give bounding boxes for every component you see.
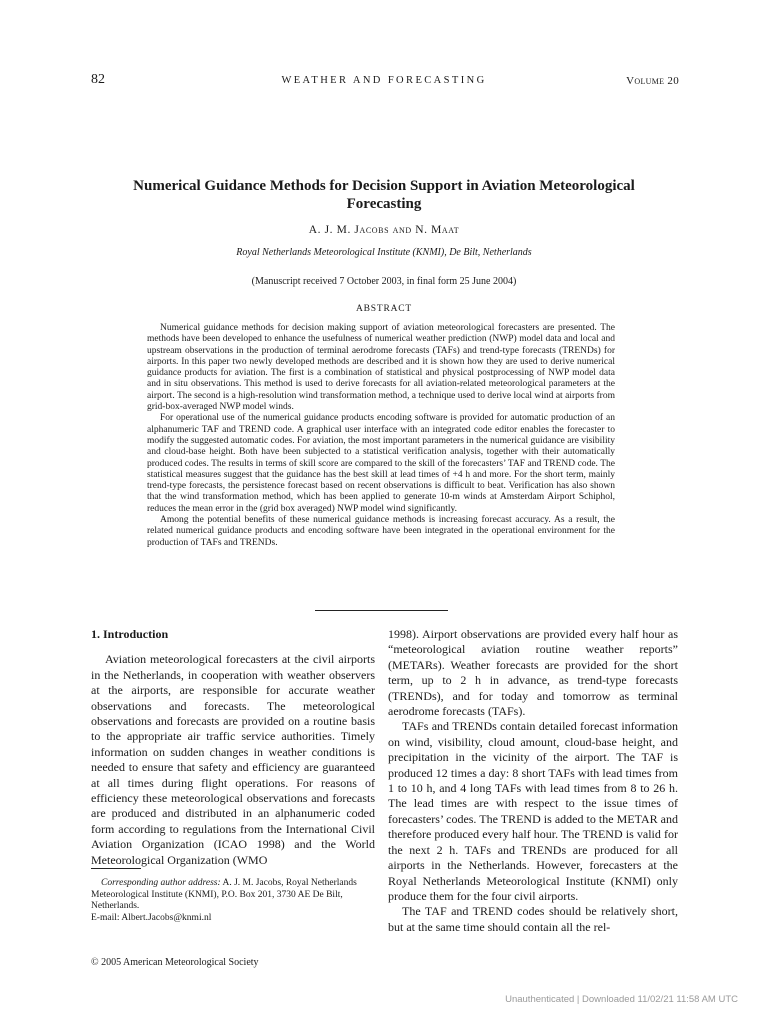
paper-title: Numerical Guidance Methods for Decision Support in Aviation Meteorological Forecasting [133, 178, 635, 212]
footnote-email: E-mail: Albert.Jacobs@knmi.nl [91, 912, 212, 923]
abstract-heading: ABSTRACT [355, 304, 413, 314]
author-list [0, 224, 768, 236]
body-paragraph: The TAF and TREND codes should be relatively short, but at the same time should contain all the rel- [388, 904, 678, 934]
abstract-body [147, 323, 615, 549]
abstract-paragraph: Among the potential benefits of these numerical guidance methods is increasing forecast accuracy. As a result, the related numerical guidance products and encoding software have been integrated in the operational environment for the production of TAFs and TRENDs. [147, 515, 615, 548]
journal-name: WEATHER AND FORECASTING [281, 75, 487, 86]
footnote-text: A. J. M. Jacobs, Royal Netherlands Meteorological Institute (KNMI), P.O. Box 201, 3730 AE De Bilt, Netherlands. [91, 878, 357, 911]
download-notice: Unauthenticated | Downloaded 11/02/21 11:58 AM UTC [505, 994, 738, 1005]
footnote-label: Corresponding author address: [101, 878, 221, 888]
section-heading: 1. Introduction [91, 627, 169, 641]
right-column [388, 627, 678, 935]
manuscript-dates: (Manuscript received 7 October 2003, in final form 25 June 2004) [251, 276, 517, 287]
body-paragraph: TAFs and TRENDs contain detailed forecast information on wind, visibility, cloud amount, cloud-base height, and precipitation in the vicinity of the airport. The TAF is produced 12 times a day: 8 short TAFs with lead times from 1 to 10 h, and 4 long TAFs with lead times from 8 to 26 h. The lead times are with respect to the issue times of forecasters’ codes. The TREND is added to the METAR and therefore produced every half hour. The TREND is valid for the next 2 h. TAFs and TRENDs are produced for all airports in the Netherlands. However, forecasters at the Royal Netherlands Meteorological Institute (KNMI) only produce them for the four civil airports. [388, 719, 678, 903]
body-paragraph: 1998). Airport observations are provided every half hour as “meteorological aviation routine weather reports” (METARs). Weather forecasts are provided for the short term, up to 2 h in advance, as trend-type forecasts (TRENDs), and for today and tomorrow as terminal aerodrome forecasts (TAFs). [388, 627, 678, 719]
abstract-paragraph: For operational use of the numerical guidance products encoding software is provided for automatic production of an alphanumeric TAF and TREND code. A graphical user interface with an integrated code editor enables the forecaster to modify the suggested automatic codes. For aviation, the most important parameters in the numerical guidance are visibility and cloud-base height. Both have been subjected to a statistical verification analysis, together with their automatically produced codes. The results in terms of skill score are compared to the skill of the forecasters’ TAF and TREND code. The statistical measures suggest that the guidance has the best skill at lead times of +4 h and more. For the short term, mainly trend-type forecasts, the persistence forecast based on recent observations is difficult to beat. Verification has also shown that the wind transformation method, which has been applied to generate 10-m winds at Amsterdam Airport Schiphol, reduces the mean error in the (grid box averaged) NWP model wind significantly. [147, 413, 615, 514]
affiliation: Royal Netherlands Meteorological Institute (KNMI), De Bilt, Netherlands [236, 247, 532, 258]
left-column [91, 627, 375, 868]
body-paragraph: Aviation meteorological forecasters at the civil airports in the Netherlands, in cooperation with weather observers at the airports, are responsible for accurate weather observations and forecasts. The meteorological observations and forecasts are provided on a routine basis to the appropriate air traffic service authorities. Timely information on sudden changes in weather conditions is needed to ensure that safety and efficiency are guaranteed at all times during flight operations. For reasons of efficiency these meteorological observations and forecasts are produced and distributed in an alphanumeric coded form according to regulations from the International Civil Aviation Organization (ICAO 1998) and the World Meteorological Organization (WMO [91, 652, 375, 867]
abstract-paragraph: Numerical guidance methods for decision making support of aviation meteorological forecasters are presented. The methods have been developed to enhance the usefulness of numerical weather prediction (NWP) model data and local and upstream observations in the production of terminal aerodrome forecasts (TAFs) and trend-type forecasts (TRENDs) for airports. In this paper two newly developed methods are described and it is shown how they are used to derive numerical guidance products for aviation. The first is a combination of statistical and physical postprocessing of NWP model data and in situ observations. This method is used to derive forecasts for all aviation-related meteorological parameters at the airport. The second is a high-resolution wind transformation method, a technique used to derive local wind at airports from grid-box-averaged NWP model winds. [147, 323, 615, 413]
section-divider [315, 610, 448, 611]
page-number: 82 [91, 72, 105, 87]
volume-text: Volume 20 [626, 75, 679, 87]
copyright-notice: © 2005 American Meteorological Society [91, 957, 259, 968]
footnote-address [91, 878, 375, 913]
volume-label [626, 75, 679, 87]
author-names: A. J. M. Jacobs and N. Maat [308, 224, 460, 236]
footnote-divider [91, 868, 141, 869]
footnote [91, 878, 375, 924]
